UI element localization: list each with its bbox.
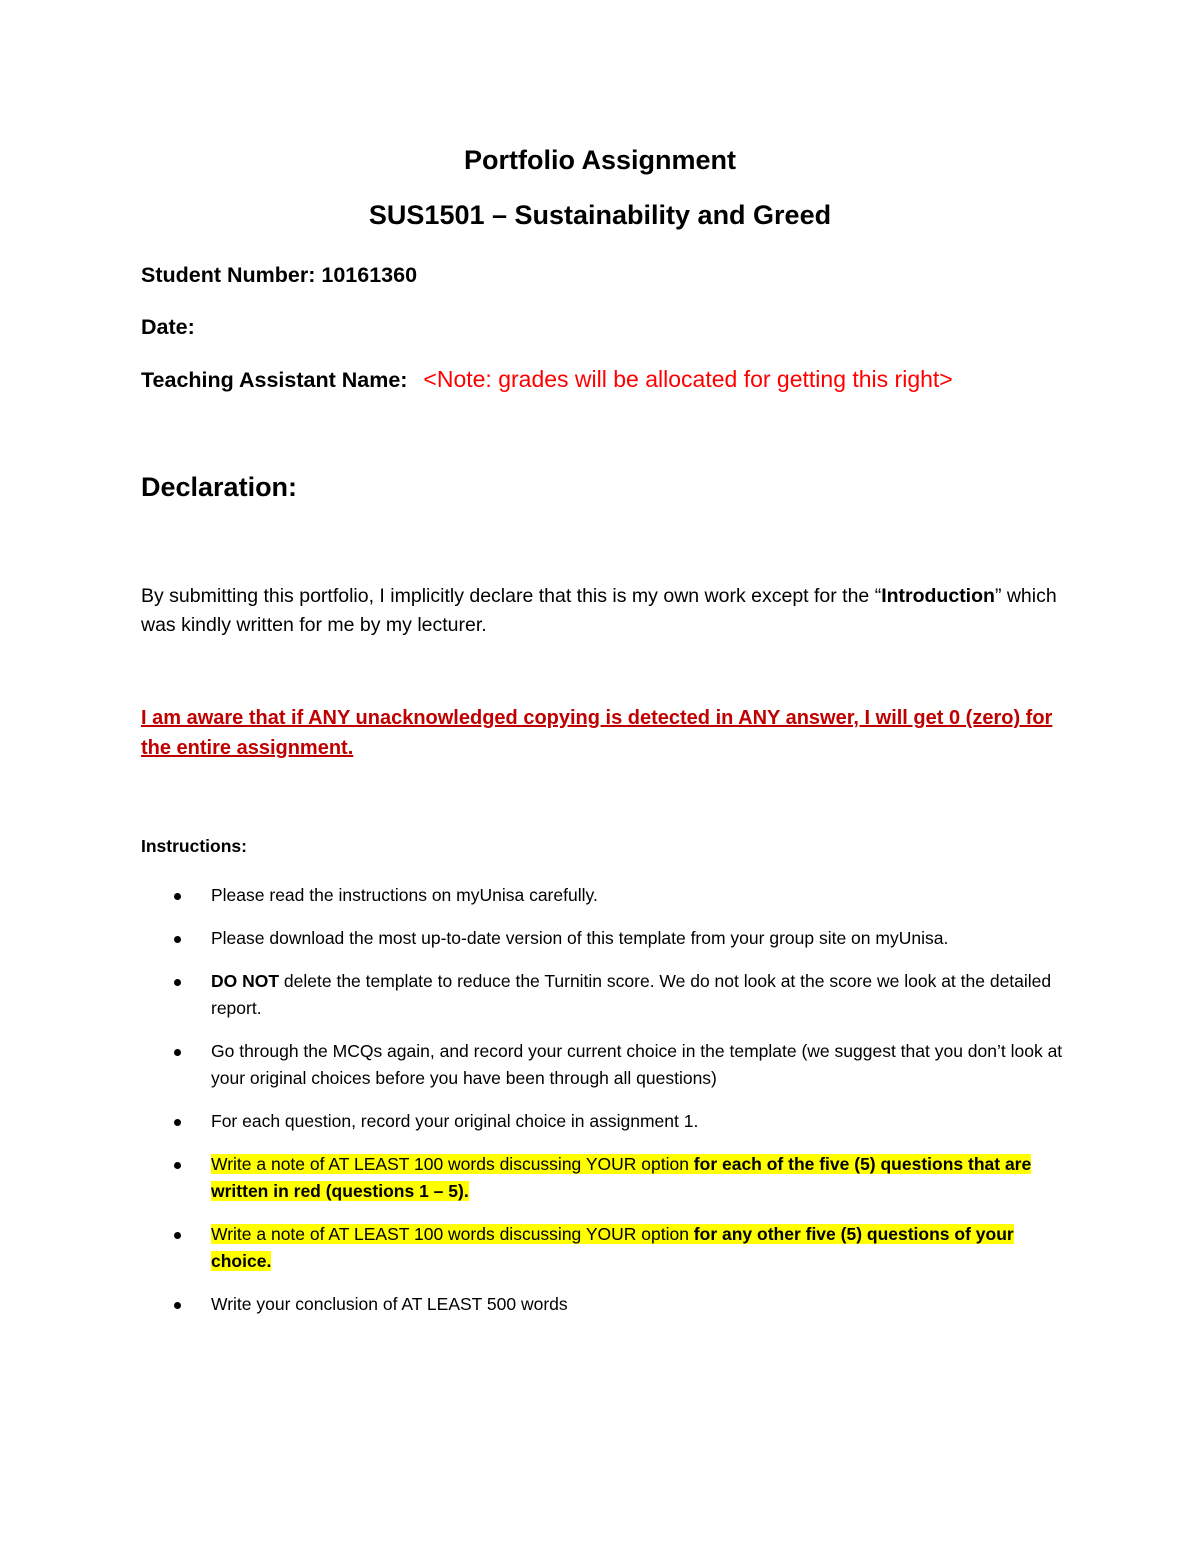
bullet-icon (174, 1162, 181, 1169)
teaching-assistant-label: Teaching Assistant Name: (141, 368, 408, 392)
list-item (141, 925, 1071, 952)
list-item (141, 882, 1071, 909)
teaching-assistant-field (141, 366, 953, 393)
bullet-icon (174, 1049, 181, 1056)
bullet-icon (174, 1232, 181, 1239)
teaching-assistant-note: <Note: grades will be allocated for getting this right> (423, 366, 953, 392)
declaration-text (141, 582, 1071, 640)
declaration-heading: Declaration: (141, 472, 298, 502)
list-item-bold: for each of the five (5) questions that are written in red (questions 1 – 5). (211, 1154, 1032, 1201)
plagiarism-warning: I am aware that if ANY unacknowledged copying is detected in ANY answer, I will get 0 (zero) for the entire assignment. (141, 707, 1053, 759)
bullet-icon (174, 979, 181, 986)
list-item-text: Write a note of AT LEAST 100 words discussing YOUR option (211, 1154, 694, 1174)
document-subtitle: SUS1501 – Sustainability and Greed (368, 200, 832, 230)
list-item-highlighted (141, 1221, 1071, 1275)
list-item-text: Go through the MCQs again, and record your current choice in the template (we suggest that you don’t look at your original choices before you have been through all questions) (211, 1041, 1063, 1088)
list-item-bold: DO NOT (211, 971, 280, 991)
declaration-text-bold: Introduction (881, 585, 995, 607)
list-item (141, 968, 1071, 1022)
student-number-field (141, 263, 417, 288)
list-item-text: Please read the instructions on myUnisa carefully. (211, 885, 598, 905)
bullet-icon (174, 893, 181, 900)
list-item (141, 1291, 1071, 1318)
declaration-text-after: ” which was kindly written for me by my lecturer. (141, 585, 1057, 636)
list-item-text: For each question, record your original choice in assignment 1. (211, 1111, 699, 1131)
list-item (141, 1108, 1071, 1135)
document-title: Portfolio Assignment (463, 145, 736, 175)
student-number-value: 10161360 (321, 263, 418, 287)
list-item-highlighted (141, 1151, 1071, 1205)
list-item-text: Write a note of AT LEAST 100 words discussing YOUR option (211, 1224, 694, 1244)
bullet-icon (174, 1119, 181, 1126)
student-number-label: Student Number: (141, 263, 316, 287)
list-item-text: Write your conclusion of AT LEAST 500 words (211, 1294, 568, 1314)
declaration-text-before: By submitting this portfolio, I implicitly declare that this is my own work except for the “ (141, 585, 882, 607)
date-label: Date: (141, 315, 195, 339)
date-field (141, 315, 195, 340)
list-item-text: Please download the most up-to-date version of this template from your group site on myUnisa. (211, 928, 949, 948)
list-item (141, 1038, 1071, 1092)
bullet-icon (174, 936, 181, 943)
list-item-bold: for any other five (5) questions of your choice. (211, 1224, 1014, 1271)
instructions-list (141, 882, 1071, 1334)
list-item-text: delete the template to reduce the Turnitin score. We do not look at the score we look at the detailed report. (211, 971, 1052, 1018)
instructions-heading: Instructions: (141, 836, 247, 856)
bullet-icon (174, 1302, 181, 1309)
